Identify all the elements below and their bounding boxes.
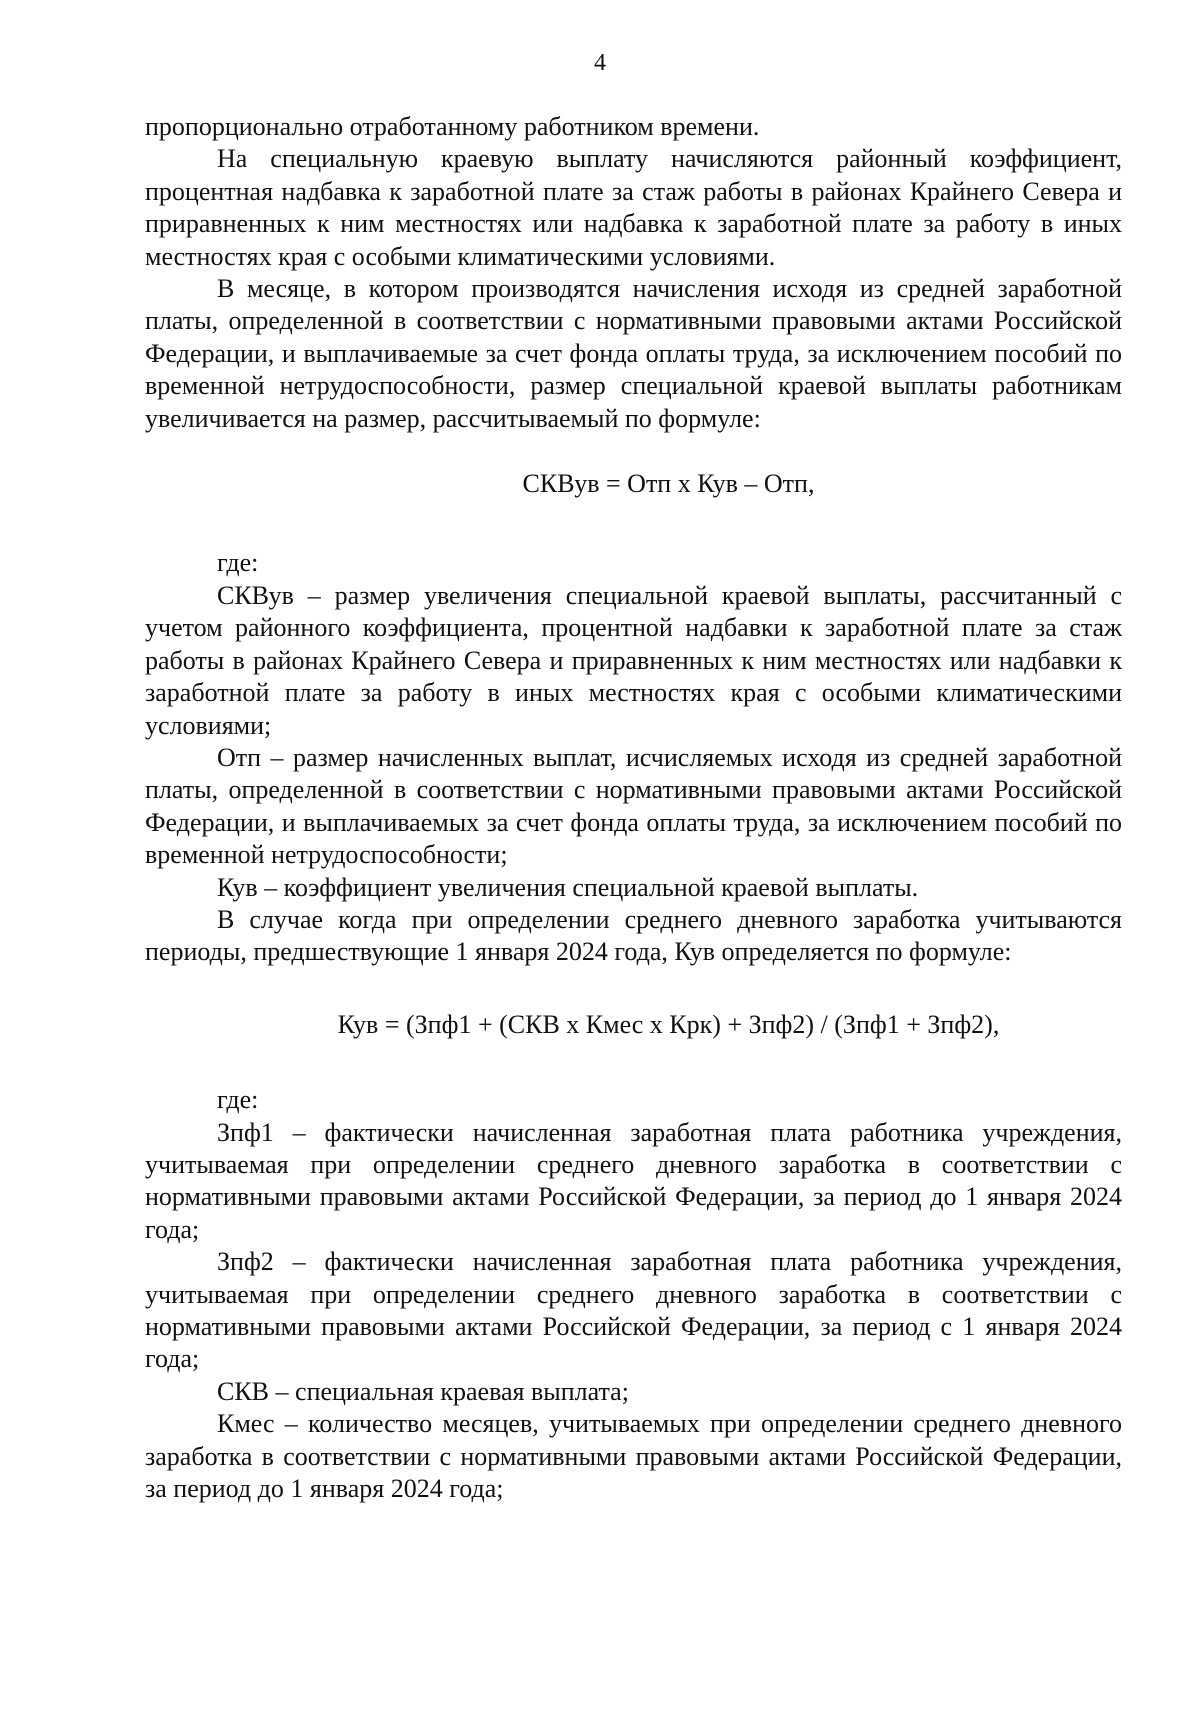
where-label-2: где: [217, 1085, 259, 1115]
paragraph-month-increase: В месяце, в котором производятся начисления исходя из средней заработной платы, определенной в соответствии с нормативными правовыми актами Российской Федерации, и выплачиваемые за счет фонда оплаты труда, за исключением пособий по временной нетрудоспособности, размер специальной краевой выплаты работникам увеличивается на размер, рассчитываемый по формуле: [145, 274, 1122, 433]
paragraph-periods-case: В случае когда при определении среднего дневного заработка учитываются периоды, предшествующие 1 января 2024 года, Кув определяется по формуле: [145, 904, 1122, 967]
document-body [145, 111, 1122, 1505]
definition-otp: Отп – размер начисленных выплат, исчисляемых исходя из средней заработной платы, определенной в соответствии с нормативными правовыми актами Российской Федерации, и выплачиваемых за счет фонда оплаты труда, за исключением пособий по временной нетрудоспособности; [145, 742, 1122, 870]
definition-skv: СКВ – специальная краевая выплата; [217, 1376, 629, 1406]
definition-skvuv: СКВув – размер увеличения специальной краевой выплаты, рассчитанный с учетом районного коэффициента, процентной надбавки к заработной плате за стаж работы в районах Крайнего Севера и приравненных к ним местностях или надбавки к заработной плате за работу в иных местностях края с особыми климатическими условиями; [145, 580, 1122, 740]
paragraph-regional-coefficient: На специальную краевую выплату начисляются районный коэффициент, процентная надбавка к заработной плате за стаж работы в районах Крайнего Севера и приравненных к ним местностях или надбавка к заработной плате за работу в иных местностях края с особыми климатическими условиями. [145, 144, 1122, 271]
definition-kuv: Кув – коэффициент увеличения специальной краевой выплаты. [217, 872, 919, 902]
definition-kmes: Кмес – количество месяцев, учитываемых при определении среднего дневного заработка в соответствии с нормативными правовыми актами Российской Федерации, за период до 1 января 2024 года; [145, 1409, 1122, 1504]
definition-zpf1: Зпф1 – фактически начисленная заработная плата работника учреждения, учитываемая при определении среднего дневного заработка в соответствии с нормативными правовыми актами Российской Федерации, за период до 1 января 2024 года; [145, 1117, 1122, 1244]
definition-zpf2: Зпф2 – фактически начисленная заработная плата работника учреждения, учитываемая при определении среднего дневного заработка в соответствии с нормативными правовыми актами Российской Федерации, за период с 1 января 2024 года; [145, 1247, 1122, 1374]
paragraph-continuation: пропорционально отработанному работником времени. [145, 112, 760, 141]
formula-kuv: Кув = (Зпф1 + (СКВ х Кмес х Крк) + Зпф2) / (Зпф1 + Зпф2), [337, 1009, 1000, 1039]
where-label-1: где: [217, 548, 259, 578]
page-number: 4 [594, 50, 606, 76]
formula-skvuv: СКВув = Отп х Кув – Отп, [522, 469, 815, 499]
